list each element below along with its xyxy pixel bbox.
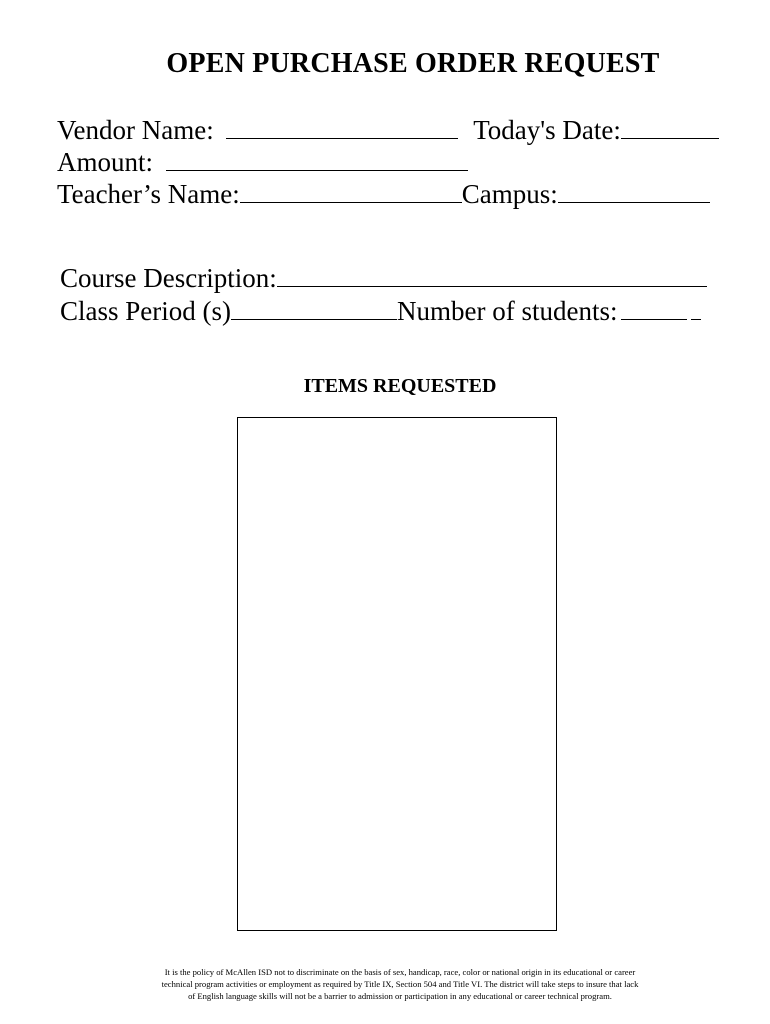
number-of-students-label: Number of students: — [397, 296, 618, 326]
items-requested-heading: ITEMS REQUESTED — [303, 375, 497, 397]
vendor-name-label: Vendor Name: — [57, 115, 214, 145]
campus-label: Campus: — [461, 179, 558, 209]
class-period-field[interactable] — [231, 297, 397, 320]
teachers-name-field[interactable] — [240, 180, 462, 203]
course-description-label: Course Description: — [60, 263, 277, 293]
policy-line: It is the policy of McAllen ISD not to discriminate on the basis of sex, handicap, race, color or national origin in its educational or career — [164, 967, 636, 977]
amount-label: Amount: — [57, 147, 154, 177]
course-description-field-extension[interactable] — [539, 264, 707, 287]
policy-line: of English language skills will not be a barrier to admission or participation in any educational or career technical program. — [188, 991, 612, 1001]
number-of-students-field[interactable] — [621, 297, 687, 320]
amount-field[interactable] — [166, 148, 468, 171]
amount-row — [57, 146, 468, 178]
vendor-date-row — [57, 114, 719, 146]
campus-field[interactable] — [558, 180, 710, 203]
non-discrimination-policy — [100, 966, 700, 1002]
number-of-students-field-extension[interactable] — [691, 297, 701, 320]
teachers-name-label: Teacher’s Name: — [57, 179, 240, 209]
form-title: OPEN PURCHASE ORDER REQUEST — [166, 48, 660, 79]
course-description-row — [60, 262, 707, 294]
todays-date-field[interactable] — [621, 116, 719, 139]
items-requested-box[interactable] — [237, 417, 557, 931]
todays-date-label: Today's Date: — [473, 115, 621, 145]
class-period-label: Class Period (s) — [60, 296, 231, 326]
teacher-campus-row — [57, 178, 710, 210]
vendor-name-field[interactable] — [226, 116, 458, 139]
policy-line: technical program activities or employment as required by Title IX, Section 504 and Title VI. The district will take steps to insure that lack — [161, 979, 639, 989]
class-period-students-row — [60, 295, 701, 327]
course-description-field[interactable] — [277, 264, 539, 287]
